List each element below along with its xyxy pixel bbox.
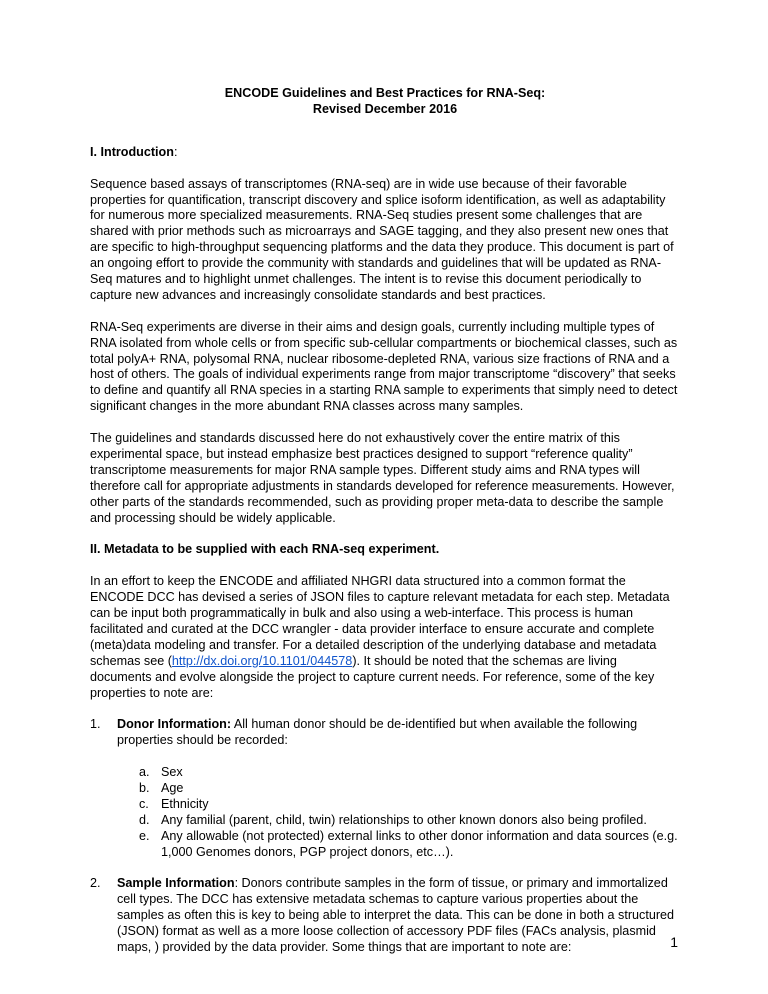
- doi-link[interactable]: http://dx.doi.org/10.1101/044578: [171, 653, 353, 668]
- sample-information-label: Sample Information: [117, 876, 235, 891]
- sublist-text: Any allowable (not protected) external links to other donor information and data sources (e.g. 1,000 Genomes donors, PGP project donors, etc…).: [161, 828, 678, 859]
- sublist-text: Any familial (parent, child, twin) relationships to other known donors also being profiled.: [161, 812, 647, 827]
- page-number: 1: [670, 934, 678, 950]
- intro-section-heading: [90, 145, 680, 161]
- list-item-sample-information: [90, 876, 680, 956]
- list-item-donor-information: [90, 717, 680, 860]
- list-item-number: 1.: [90, 717, 101, 732]
- sample-information-text: : Donors contribute samples in the form of tissue, or primary and immortalized cell types. The DCC has extensive metadata schemas to capture various properties about the samples as often this is key to being able to interpret the data. This can be done in both a structured (JSON) format as well as a more loose collection of accessory PDF files (FACs analysis, plasmid maps, ) provided by the data provider. Some things that are important to note are:: [117, 876, 675, 954]
- sublist-letter: a.: [139, 765, 150, 780]
- sublist-item-ethnicity: [139, 797, 680, 813]
- list-item-body: [117, 876, 680, 956]
- intro-heading-text: I. Introduction: [90, 144, 174, 159]
- document-title: [90, 86, 680, 118]
- sublist-item-external-links: [139, 829, 680, 861]
- intro-paragraph-1: Sequence based assays of transcriptomes (RNA-seq) are in wide use because of their favorable properties for quantification, transcript discovery and splice isoform identification, as well as adaptability for numerous more specialized measurements. RNA-Seq studies present some challenges that are shared with prior methods such as microarrays and SAGE tagging, and they also present new ones that are specific to high-throughput sequencing platforms and the data they produce. This document is part of an ongoing effort to provide the community with standards and guidelines that will be updated as RNA-Seq matures and to highlight unmet challenges. The intent is to revise this document periodically to capture new advances and increasingly consolidate standards and best practices.: [90, 176, 674, 302]
- sublist-letter: c.: [139, 796, 149, 811]
- sublist-text: Sex: [161, 765, 183, 780]
- metadata-section-heading: II. Metadata to be supplied with each RNA-seq experiment.: [90, 542, 440, 557]
- sublist-item-age: [139, 781, 680, 797]
- sublist-text: Age: [161, 780, 184, 795]
- metadata-text-before-link: In an effort to keep the ENCODE and affiliated NHGRI data structured into a common format the ENCODE DCC has devised a series of JSON files to capture relevant metadata for each step. Metadata can be input both programmatically in bulk and also using a web-interface. This process is human facilitated and curated at the DCC wrangler - data provider interface to ensure accurate and complete (meta)data modeling and transfer. For a detailed description of the underlying database and metadata schemas see (: [90, 574, 670, 668]
- sublist-letter: d.: [139, 812, 150, 827]
- intro-paragraph-2: RNA-Seq experiments are diverse in their aims and design goals, currently including multiple types of RNA isolated from whole cells or from specific sub-cellular compartments or biochemical classes, such as total polyA+ RNA, polysomal RNA, nuclear ribosome-depleted RNA, various size fractions of RNA and a host of others. The goals of individual experiments range from major transcriptome “discovery” that seeks to define and quantify all RNA species in a starting RNA sample to experiments that simply need to detect significant changes in the more abundant RNA classes across many samples.: [90, 319, 678, 414]
- title-line-1: ENCODE Guidelines and Best Practices for RNA-Seq:: [224, 86, 546, 100]
- list-item-body: [117, 717, 680, 860]
- sublist-item-sex: [139, 765, 680, 781]
- title-line-2: Revised December 2016: [312, 101, 458, 116]
- intro-paragraph-3: The guidelines and standards discussed here do not exhaustively cover the entire matrix of this experimental space, but instead emphasize best practices designed to support “reference quality” transcriptome measurements for major RNA sample types. Different study aims and RNA types will therefore call for appropriate adjustments in standards developed for reference measurements. However, other parts of the standards recommended, such as providing proper meta-data to describe the sample and processing should be widely applicable.: [90, 431, 675, 525]
- donor-information-text: All human donor should be de-identified but when available the following properties should be recorded:: [117, 717, 638, 748]
- sublist-letter: e.: [139, 828, 150, 843]
- sublist-text: Ethnicity: [161, 796, 209, 811]
- metadata-text-after-link: ). It should be noted that the schemas are living documents and evolve alongside the project to capture current needs. For reference, some of the key properties to note are:: [90, 653, 655, 700]
- donor-information-label: Donor Information:: [117, 717, 232, 732]
- metadata-paragraph: [90, 574, 680, 701]
- intro-heading-colon: :: [173, 144, 178, 159]
- list-item-number: 2.: [90, 876, 101, 891]
- donor-information-sublist: [117, 765, 680, 860]
- sublist-letter: b.: [139, 780, 150, 795]
- sublist-item-familial: [139, 813, 680, 829]
